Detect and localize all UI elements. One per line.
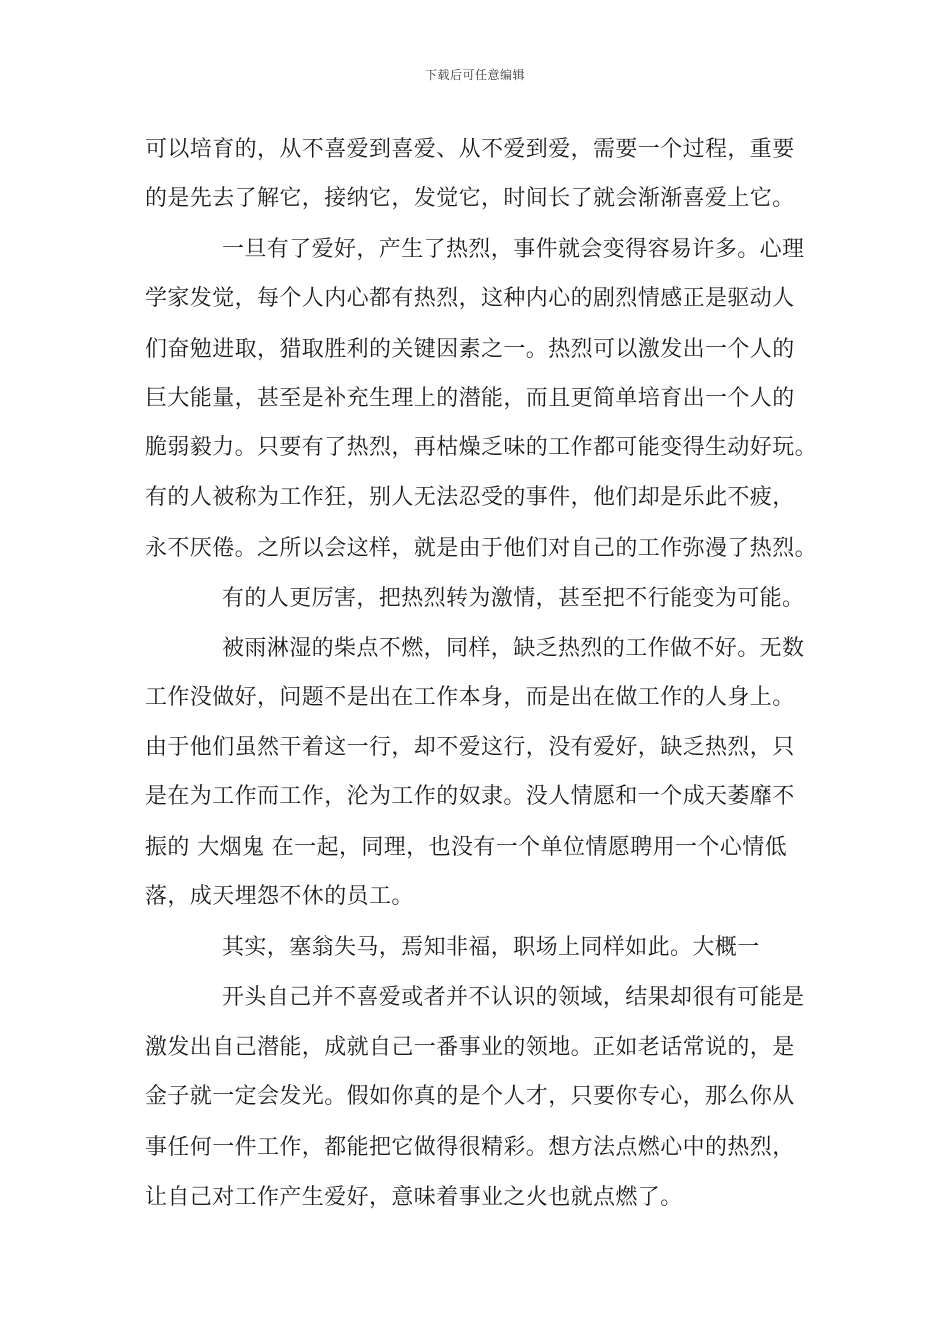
text-line: 永不厌倦。之所以会这样，就是由于他们对自己的工作弥漫了热烈。 (145, 536, 818, 561)
text-line: 事任何一件工作，都能把它做得很精彩。想方法点燃心中的热烈， (145, 1135, 795, 1160)
text-line: 开头自己并不喜爱或者并不认识的领域，结果却很有可能是 (222, 985, 805, 1010)
text-line: 是在为工作而工作，沦为工作的奴隶。没人情愿和一个成天萎靡不 (145, 784, 795, 809)
text-line: 其实，塞翁失马，焉知非福，职场上同样如此。大概一 (222, 935, 760, 960)
text-line: 工作没做好，问题不是出在工作本身，而是出在做工作的人身上。 (145, 685, 795, 710)
text-line: 的是先去了解它，接纳它，发觉它，时间长了就会渐渐喜爱上它。 (145, 186, 795, 211)
text-line: 被雨淋湿的柴点不燃，同样，缺乏热烈的工作做不好。无数 (222, 636, 805, 661)
text-line: 巨大能量，甚至是补充生理上的潜能，而且更简单培育出一个人的 (145, 386, 795, 411)
text-line: 让自己对工作产生爱好，意味着事业之火也就点燃了。 (145, 1185, 683, 1210)
text-line: 落，成天埋怨不休的员工。 (145, 884, 414, 909)
text-line: 一旦有了爱好，产生了热烈，事件就会变得容易许多。心理 (222, 237, 805, 262)
text-line: 可以培育的，从不喜爱到喜爱、从不爱到爱，需要一个过程，重要 (145, 137, 795, 162)
text-line: 脆弱毅力。只要有了热烈，再枯燥乏味的工作都可能变得生动好玩。 (145, 435, 818, 460)
page-header: 下载后可任意编辑 (424, 68, 525, 82)
text-line: 金子就一定会发光。假如你真的是个人才，只要你专心，那么你从 (145, 1084, 795, 1109)
text-line: 学家发觉，每个人内心都有热烈，这种内心的剧烈情感正是驱动人 (145, 286, 795, 311)
text-line: 有的人更厉害，把热烈转为激情，甚至把不行能变为可能。 (222, 586, 805, 611)
text-line: 们奋勉进取，猎取胜利的关键因素之一。热烈可以激发出一个人的 (145, 337, 795, 362)
text-line: 激发出自己潜能，成就自己一番事业的领地。正如老话常说的，是 (145, 1035, 795, 1060)
text-line: 由于他们虽然干着这一行，却不爱这行，没有爱好，缺乏热烈，只 (145, 735, 795, 760)
text-line: 有的人被称为工作狂，别人无法忍受的事件，他们却是乐此不疲， (145, 485, 795, 510)
text-line: 振的 大烟鬼 在一起，同理，也没有一个单位情愿聘用一个心情低 (145, 835, 787, 860)
